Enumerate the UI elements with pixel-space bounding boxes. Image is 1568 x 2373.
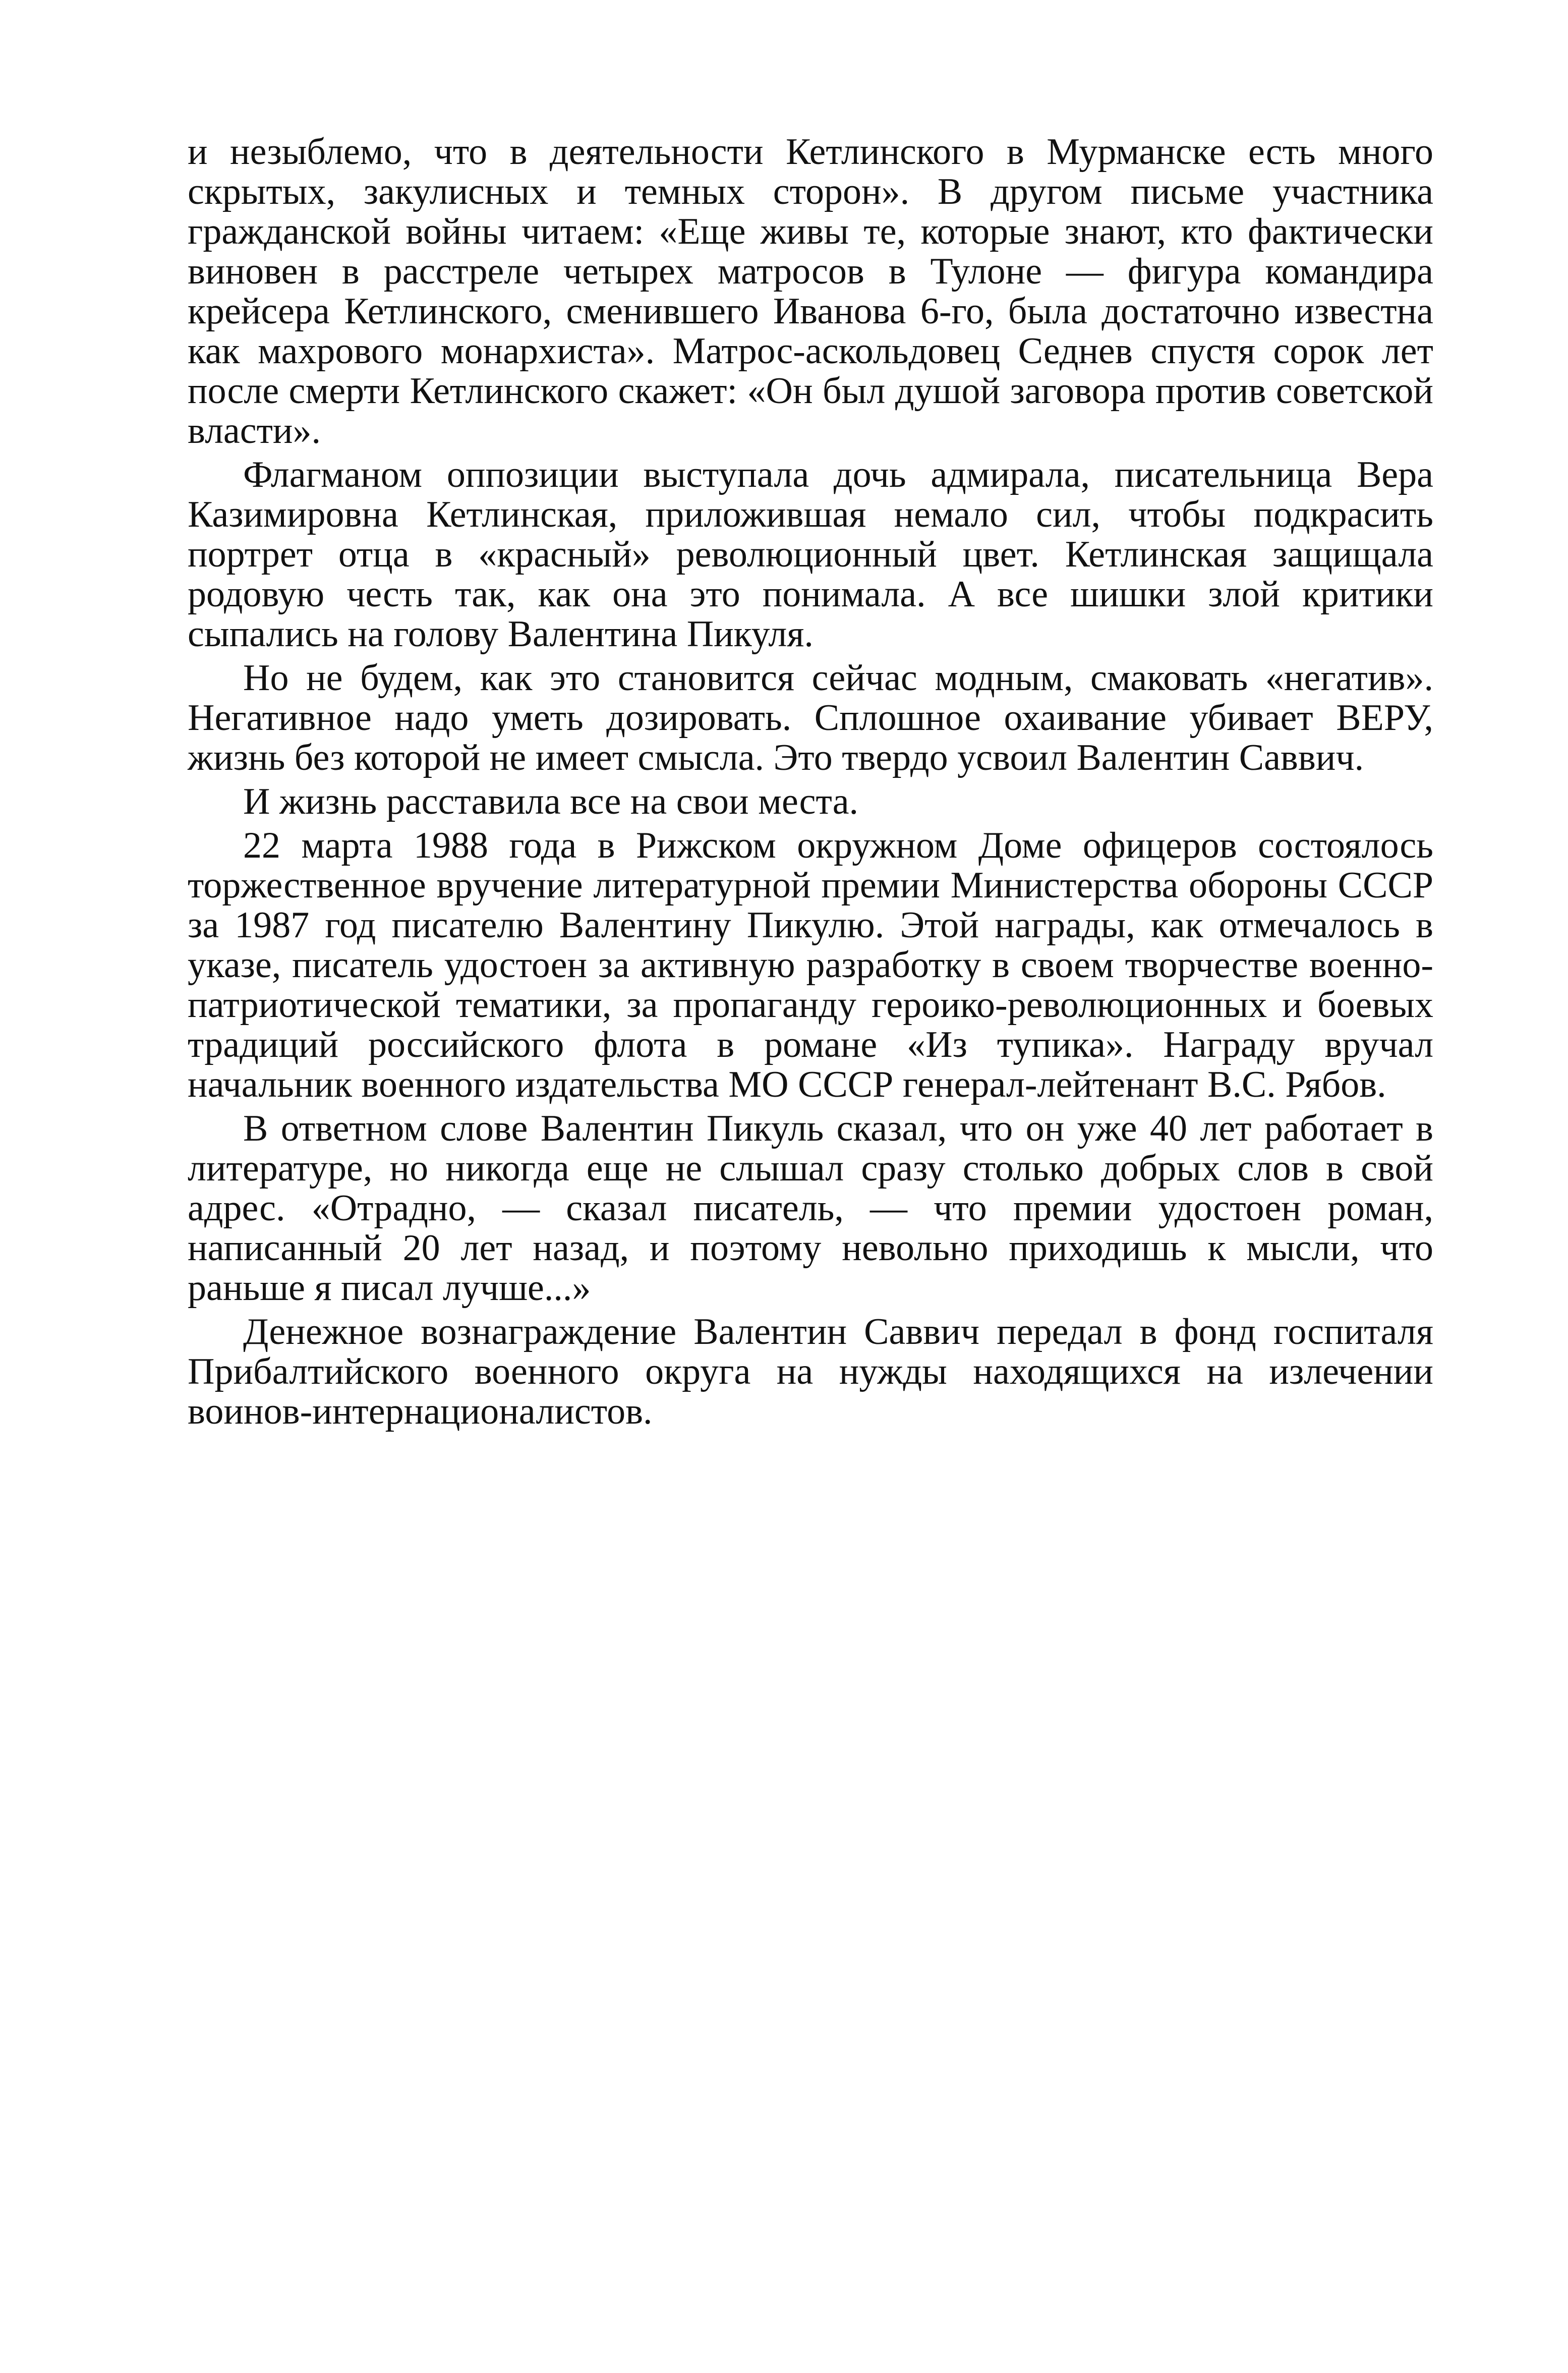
paragraph-5: 22 марта 1988 года в Рижском окружном Доме офицеров состоялось торжественное вручение литературной премии Министерства обороны СССР за 1987 год писателю Валентину Пикулю. Этой награды, как отмечалось в указе, писатель удостоен за активную разработку в своем творчестве военно-патриотической тематики, за пропаганду героико-революционных и боевых традиций российского флота в романе «Из тупика». Награду вручал начальник военного издательства МО СССР генерал-лейтенант В.С. Рябов. [188, 825, 1433, 1105]
paragraph-4: И жизнь расставила все на свои места. [243, 781, 859, 822]
paragraph-1: и незыблемо, что в деятельности Кетлинского в Мурманске есть много скрытых, закулисных и темных сторон». В другом письме участника гражданской войны читаем: «Еще живы те, которые знают, кто фактически виновен в расстреле четырех матросов в Тулоне — фигура командира крейсера Кетлинского, сменившего Иванова 6-го, была достаточно известна как махрового монархиста». Матрос-аскольдовец Седнев спустя сорок лет после смерти Кетлинского скажет: «Он был душой заговора против советской власти». [188, 131, 1433, 451]
paragraph-7: Денежное вознаграждение Валентин Саввич передал в фонд госпиталя Прибалтийского военного округа на нужды находящихся на излечении воинов-интернационалистов. [188, 1311, 1433, 1432]
paragraph-3: Но не будем, как это становится сейчас модным, смаковать «негатив». Негативное надо уметь дозировать. Сплошное охаивание убивает ВЕРУ, жизнь без которой не имеет смысла. Это твердо усвоил Валентин Саввич. [188, 657, 1433, 778]
paragraph-2: Флагманом оппозиции выступала дочь адмирала, писательница Вера Казимировна Кетлинская, приложившая немало сил, чтобы подкрасить портрет отца в «красный» революционный цвет. Кетлинская защищала родовую честь так, как она это понимала. А все шишки злой критики сыпались на голову Валентина Пикуля. [188, 454, 1433, 655]
page-body [188, 132, 1433, 1432]
paragraph-6: В ответном слове Валентин Пикуль сказал, что он уже 40 лет работает в литературе, но никогда еще не слышал сразу столько добрых слов в свой адрес. «Отрадно, — сказал писатель, — что премии удостоен роман, написанный 20 лет назад, и поэтому невольно приходишь к мысли, что раньше я писал лучше...» [188, 1108, 1433, 1309]
